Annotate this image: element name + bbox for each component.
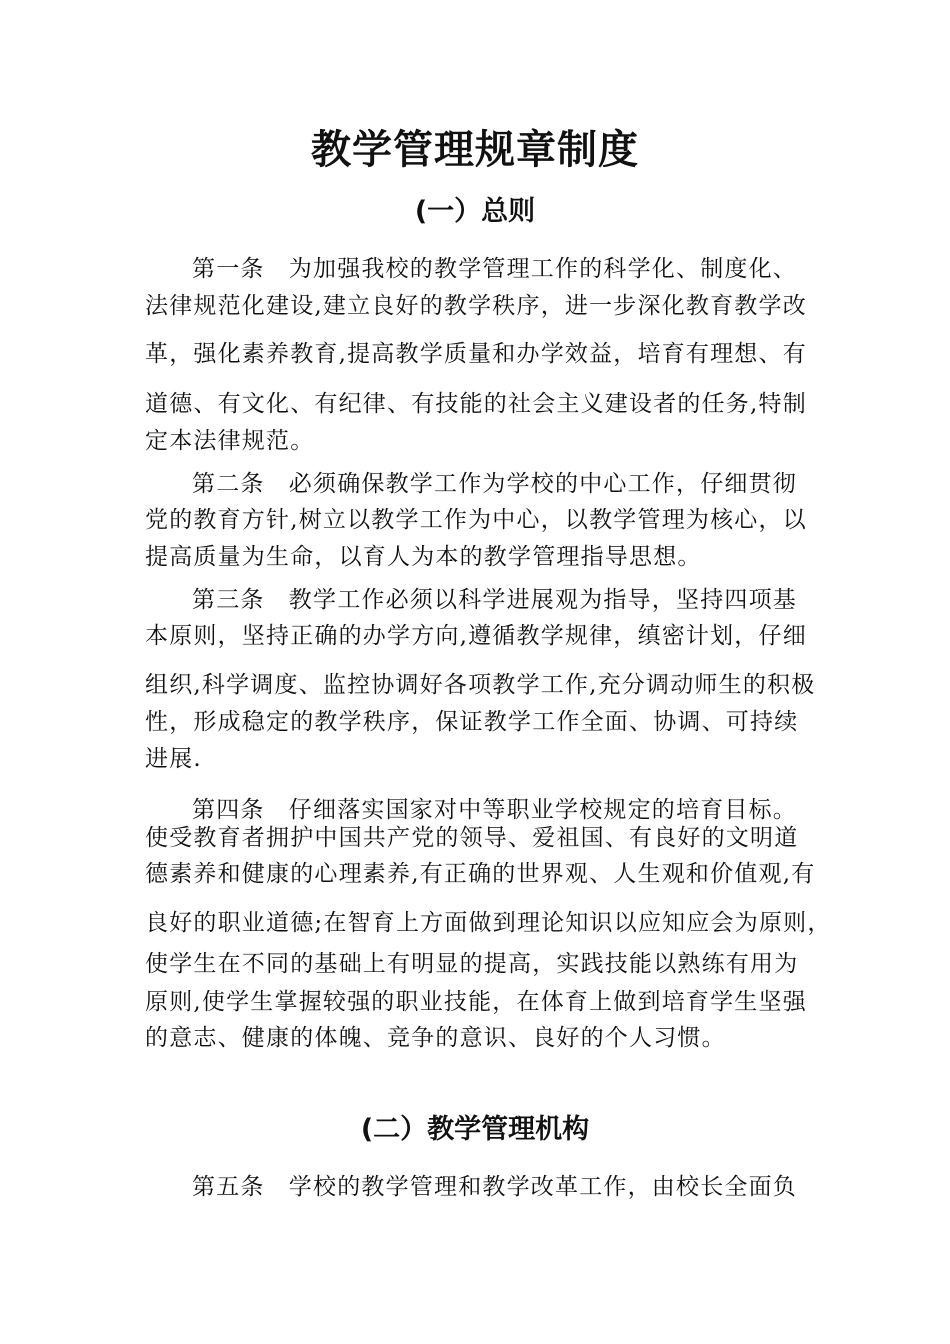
article-4-line-5: 使学生在不同的基础上有明显的提高，实践技能以熟练有用为 [145, 951, 799, 977]
article-1-line-2: 法律规范化建设,建立良好的教学秩序，进一步深化教育教学改 [145, 293, 807, 319]
article-1-line-1: 第一条 为加强我校的教学管理工作的科学化、制度化、 [192, 256, 797, 282]
article-2-line-3: 提高质量为生命，以育人为本的教学管理指导思想。 [145, 544, 702, 570]
article-3-line-1: 第三条 教学工作必须以科学进展观为指导，坚持四项基 [192, 587, 797, 613]
article-4-line-6: 原则,使学生掌握较强的职业技能，在体育上做到培育学生坚强 [145, 989, 807, 1015]
article-4-line-7: 的意志、健康的体魄、竞争的意识、良好的个人习惯。 [145, 1025, 726, 1051]
article-3-line-2: 本原则，坚持正确的办学方向,遵循教学规律，缜密计划，仔细 [145, 623, 807, 649]
article-4-line-1: 第四条 仔细落实国家对中等职业学校规定的培育目标。 [192, 797, 797, 823]
article-4-line-2: 使受教育者拥护中国共产党的领导、爱祖国、有良好的文明道 [145, 825, 799, 851]
article-5-line-1: 第五条 学校的教学管理和教学改革工作，由校长全面负 [192, 1174, 797, 1200]
article-4-line-3: 德素养和健康的心理素养,有正确的世界观、人生观和价值观,有 [145, 861, 816, 887]
section-heading-management-organization: (二）教学管理机构 [360, 1114, 590, 1145]
article-1-line-3: 革，强化素养教育,提高教学质量和办学效益，培育有理想、有 [145, 341, 807, 367]
document-title: 教学管理规章制度 [311, 127, 639, 173]
article-1-line-4: 道德、有文化、有纪律、有技能的社会主义建设者的任务,特制 [145, 391, 807, 417]
section-heading-general: (一）总则 [414, 196, 536, 227]
article-3-line-5: 进展. [145, 746, 202, 772]
article-1-line-5: 定本法律规范。 [145, 428, 315, 454]
article-3-line-3: 组织,科学调度、监控协调好各项教学工作,充分调动师生的积极 [145, 672, 816, 698]
article-2-line-2: 党的教育方针,树立以教学工作为中心，以教学管理为核心，以 [145, 507, 807, 533]
article-4-line-4: 良好的职业道德;在智育上方面做到理论知识以应知应会为原则， [145, 910, 832, 936]
article-2-line-1: 第二条 必须确保教学工作为学校的中心工作，仔细贯彻 [192, 471, 797, 497]
article-3-line-4: 性，形成稳定的教学秩序，保证教学工作全面、协调、可持续 [145, 709, 799, 735]
